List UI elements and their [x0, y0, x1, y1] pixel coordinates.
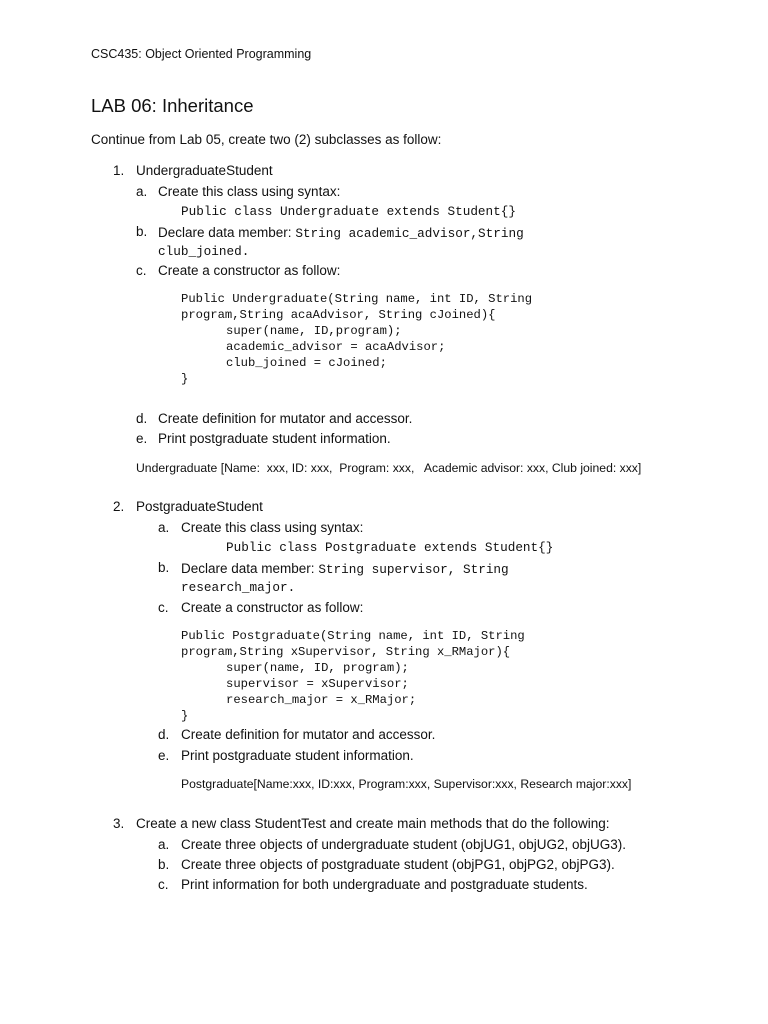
code-line: } — [181, 709, 189, 723]
code-line: club_joined = cJoined; — [226, 356, 387, 370]
code-line: program,String acaAdvisor, String cJoined){ — [181, 308, 496, 322]
item-number: 2. — [113, 499, 125, 514]
sub-item-text: Create definition for mutator and accessor. — [158, 411, 413, 426]
data-member-code: String supervisor, String — [318, 562, 509, 577]
sub-letter: c. — [158, 877, 169, 892]
sub-item-text: Create this class using syntax: — [158, 184, 341, 199]
sub-item-text: Create a constructor as follow: — [158, 263, 341, 278]
sub-letter: c. — [136, 263, 147, 278]
sub-letter: d. — [136, 411, 148, 426]
item-label-undergraduate: UndergraduateStudent — [136, 163, 273, 178]
sub-letter: b. — [158, 857, 170, 872]
data-member-code: String academic_advisor,String — [295, 226, 524, 241]
sub-letter: b. — [136, 224, 148, 239]
data-member-line — [158, 224, 524, 242]
intro-text: Continue from Lab 05, create two (2) subclasses as follow: — [91, 132, 442, 147]
code-line: academic_advisor = acaAdvisor; — [226, 340, 446, 354]
data-member-line — [181, 560, 509, 578]
page-title: LAB 06: Inheritance — [91, 95, 254, 116]
sub-item-text: Declare data member: — [181, 561, 319, 576]
sub-item-text: Print information for both undergraduate and postgraduate students. — [181, 877, 588, 892]
sub-letter: a. — [136, 184, 148, 199]
data-member-code: research_major. — [181, 580, 296, 595]
item-number: 3. — [113, 816, 125, 831]
sub-letter: b. — [158, 560, 170, 575]
code-line: } — [181, 372, 189, 386]
sub-letter: c. — [158, 600, 169, 615]
code-line: program,String xSupervisor, String x_RMajor){ — [181, 645, 511, 659]
sub-letter: e. — [136, 431, 148, 446]
code-line: Public Undergraduate(String name, int ID, String — [181, 292, 533, 306]
item-number: 1. — [113, 163, 125, 178]
sub-letter: d. — [158, 727, 170, 742]
sub-item-text: Declare data member: — [158, 225, 296, 240]
sample-output: Undergraduate [Name: xxx, ID: xxx, Program: xxx, Academic advisor: xxx, Club joined: xxx] — [136, 461, 642, 475]
sub-item-text: Create a constructor as follow: — [181, 600, 364, 615]
course-header: CSC435: Object Oriented Programming — [91, 47, 312, 61]
sub-item-text: Create three objects of undergraduate student (objUG1, objUG2, objUG3). — [181, 837, 626, 852]
sub-item-text: Create definition for mutator and accessor. — [181, 727, 436, 742]
sub-letter: a. — [158, 520, 170, 535]
code-line: research_major = x_RMajor; — [226, 693, 417, 707]
sub-item-text: Print postgraduate student information. — [158, 431, 391, 446]
item-label-postgraduate: PostgraduateStudent — [136, 499, 263, 514]
class-syntax-code: Public class Postgraduate extends Student{} — [226, 540, 554, 555]
sub-item-text: Print postgraduate student information. — [181, 748, 414, 763]
code-line: super(name, ID, program); — [226, 661, 409, 675]
sub-item-text: Create this class using syntax: — [181, 520, 364, 535]
sub-letter: e. — [158, 748, 170, 763]
item-label-studenttest: Create a new class StudentTest and create main methods that do the following: — [136, 816, 610, 831]
code-line: super(name, ID,program); — [226, 324, 402, 338]
data-member-code: club_joined. — [158, 244, 250, 259]
code-line: supervisor = xSupervisor; — [226, 677, 409, 691]
sub-item-text: Create three objects of postgraduate student (objPG1, objPG2, objPG3). — [181, 857, 615, 872]
sample-output: Postgraduate[Name:xxx, ID:xxx, Program:xxx, Supervisor:xxx, Research major:xxx] — [181, 777, 632, 791]
class-syntax-code: Public class Undergraduate extends Student{} — [181, 204, 517, 219]
code-line: Public Postgraduate(String name, int ID, String — [181, 629, 525, 643]
sub-letter: a. — [158, 837, 170, 852]
